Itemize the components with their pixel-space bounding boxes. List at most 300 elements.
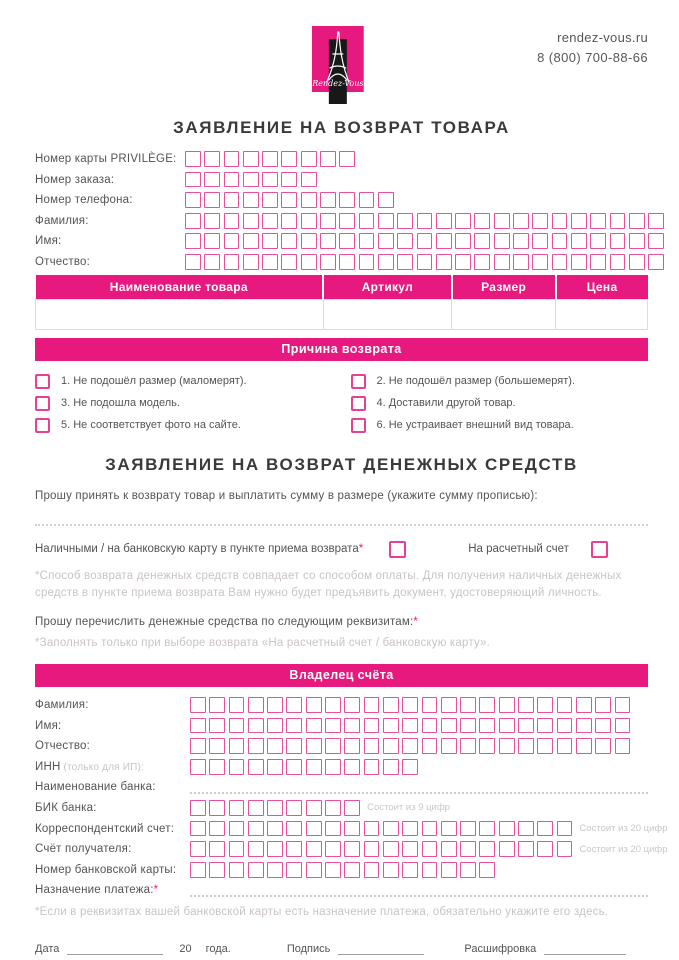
char-box[interactable] — [436, 213, 452, 229]
char-box[interactable] — [532, 233, 548, 249]
char-box[interactable] — [552, 254, 568, 270]
char-box[interactable] — [267, 800, 283, 816]
char-box[interactable] — [557, 821, 573, 837]
decrypt-label: Расшифровка — [464, 943, 537, 955]
char-box[interactable] — [402, 697, 418, 713]
char-box[interactable] — [417, 233, 433, 249]
rendez-vous-logo — [311, 26, 363, 104]
char-box[interactable] — [286, 718, 302, 734]
char-box[interactable] — [364, 718, 380, 734]
char-box[interactable] — [359, 192, 375, 208]
char-box[interactable] — [422, 841, 438, 857]
char-box[interactable] — [479, 718, 495, 734]
char-box[interactable] — [320, 254, 336, 270]
char-box[interactable] — [320, 151, 336, 167]
char-box[interactable] — [479, 821, 495, 837]
char-box[interactable] — [209, 759, 225, 775]
char-box[interactable] — [576, 718, 592, 734]
char-box[interactable] — [552, 213, 568, 229]
char-box[interactable] — [513, 233, 529, 249]
items-empty-cell[interactable] — [452, 299, 556, 329]
char-box[interactable] — [455, 254, 471, 270]
char-box[interactable] — [190, 862, 206, 878]
char-box[interactable] — [364, 759, 380, 775]
char-box[interactable] — [513, 254, 529, 270]
char-box[interactable] — [325, 697, 341, 713]
char-box[interactable] — [436, 254, 452, 270]
char-box[interactable] — [248, 697, 264, 713]
char-box[interactable] — [499, 718, 515, 734]
char-box[interactable] — [383, 759, 399, 775]
logo-black-rect — [328, 39, 346, 104]
char-box[interactable] — [518, 738, 534, 754]
char-box[interactable] — [595, 697, 611, 713]
char-box[interactable] — [286, 759, 302, 775]
char-box[interactable] — [364, 697, 380, 713]
char-box[interactable] — [209, 697, 225, 713]
char-box[interactable] — [537, 697, 553, 713]
form-field-row — [35, 718, 648, 734]
char-box[interactable] — [190, 821, 206, 837]
char-box[interactable] — [262, 213, 278, 229]
char-box[interactable] — [422, 738, 438, 754]
char-box[interactable] — [224, 172, 240, 188]
char-box[interactable] — [325, 759, 341, 775]
char-box[interactable] — [402, 821, 418, 837]
char-box[interactable] — [248, 841, 264, 857]
bank-details — [35, 664, 668, 898]
char-box[interactable] — [185, 151, 201, 167]
char-box[interactable] — [571, 254, 587, 270]
char-box[interactable] — [378, 254, 394, 270]
char-box[interactable] — [402, 738, 418, 754]
items-table — [35, 275, 648, 330]
form-field-row — [35, 172, 648, 188]
char-box[interactable] — [378, 192, 394, 208]
char-box[interactable] — [224, 233, 240, 249]
char-box[interactable] — [479, 738, 495, 754]
char-box[interactable] — [571, 233, 587, 249]
char-box[interactable] — [576, 738, 592, 754]
char-box[interactable] — [325, 718, 341, 734]
char-box[interactable] — [552, 233, 568, 249]
char-box[interactable] — [402, 841, 418, 857]
char-box[interactable] — [474, 213, 490, 229]
char-box[interactable] — [248, 759, 264, 775]
char-box[interactable] — [474, 233, 490, 249]
char-box[interactable] — [460, 862, 476, 878]
char-box[interactable] — [479, 841, 495, 857]
char-box[interactable] — [397, 254, 413, 270]
char-box[interactable] — [499, 697, 515, 713]
char-box[interactable] — [494, 213, 510, 229]
char-box[interactable] — [267, 738, 283, 754]
char-box[interactable] — [301, 213, 317, 229]
char-box[interactable] — [344, 759, 360, 775]
char-box[interactable] — [320, 213, 336, 229]
reason-checkbox[interactable] — [351, 396, 366, 411]
char-box[interactable] — [513, 213, 529, 229]
char-box[interactable] — [229, 759, 245, 775]
char-box[interactable] — [383, 862, 399, 878]
form-field-row — [35, 738, 648, 754]
char-box[interactable] — [286, 800, 302, 816]
char-boxes — [190, 862, 495, 878]
char-box[interactable] — [422, 697, 438, 713]
char-box[interactable] — [402, 862, 418, 878]
char-box[interactable] — [306, 697, 322, 713]
char-box[interactable] — [590, 233, 606, 249]
char-box[interactable] — [306, 738, 322, 754]
return-reason-item — [351, 418, 649, 433]
char-box[interactable] — [383, 697, 399, 713]
char-box[interactable] — [422, 718, 438, 734]
char-box[interactable] — [441, 862, 457, 878]
char-box[interactable] — [190, 718, 206, 734]
char-box[interactable] — [262, 192, 278, 208]
char-box[interactable] — [224, 192, 240, 208]
char-box[interactable] — [648, 213, 664, 229]
items-column-header: Размер — [452, 275, 556, 300]
char-box[interactable] — [441, 718, 457, 734]
char-box[interactable] — [229, 821, 245, 837]
char-box[interactable] — [339, 233, 355, 249]
char-box[interactable] — [537, 841, 553, 857]
char-box[interactable] — [344, 862, 360, 878]
char-box[interactable] — [397, 213, 413, 229]
char-box[interactable] — [494, 233, 510, 249]
char-box[interactable] — [378, 213, 394, 229]
char-box[interactable] — [281, 254, 297, 270]
char-box[interactable] — [243, 172, 259, 188]
char-box[interactable] — [209, 821, 225, 837]
char-box[interactable] — [576, 697, 592, 713]
char-box[interactable] — [499, 841, 515, 857]
char-box[interactable] — [615, 718, 631, 734]
char-box[interactable] — [557, 697, 573, 713]
amount-input-line[interactable] — [35, 524, 648, 526]
account-option-label: На расчетный счет — [468, 543, 569, 556]
char-box[interactable] — [537, 738, 553, 754]
char-box[interactable] — [402, 718, 418, 734]
char-box[interactable] — [190, 841, 206, 857]
char-box[interactable] — [306, 759, 322, 775]
char-box[interactable] — [455, 213, 471, 229]
char-box[interactable] — [267, 862, 283, 878]
reason-checkbox[interactable] — [35, 418, 50, 433]
contact-block — [537, 30, 648, 65]
char-box[interactable] — [325, 738, 341, 754]
char-box[interactable] — [243, 192, 259, 208]
char-box[interactable] — [190, 800, 206, 816]
char-box[interactable] — [479, 697, 495, 713]
char-box[interactable] — [325, 821, 341, 837]
char-box[interactable] — [383, 841, 399, 857]
char-box[interactable] — [224, 213, 240, 229]
char-box[interactable] — [204, 172, 220, 188]
field-label-note: (только для ИП): — [60, 761, 145, 773]
char-box[interactable] — [417, 213, 433, 229]
char-box[interactable] — [339, 213, 355, 229]
char-box[interactable] — [532, 213, 548, 229]
char-box[interactable] — [378, 233, 394, 249]
char-box[interactable] — [499, 738, 515, 754]
char-box[interactable] — [359, 213, 375, 229]
char-box[interactable] — [595, 738, 611, 754]
form-field-row — [35, 821, 668, 837]
char-box[interactable] — [325, 862, 341, 878]
char-box[interactable] — [204, 213, 220, 229]
date-input-line[interactable] — [67, 943, 163, 955]
char-box[interactable] — [518, 841, 534, 857]
char-box[interactable] — [243, 213, 259, 229]
char-box[interactable] — [185, 192, 201, 208]
field-label: Номер карты PRIVILÈGE: — [35, 153, 177, 165]
char-box[interactable] — [590, 213, 606, 229]
char-box[interactable] — [383, 718, 399, 734]
char-box[interactable] — [262, 172, 278, 188]
site-url[interactable]: rendez-vous.ru — [557, 30, 648, 45]
char-box[interactable] — [209, 862, 225, 878]
char-box[interactable] — [286, 821, 302, 837]
char-box[interactable] — [455, 233, 471, 249]
phone-number[interactable]: 8 (800) 700-88-66 — [537, 50, 648, 65]
char-box[interactable] — [229, 697, 245, 713]
char-box[interactable] — [518, 697, 534, 713]
char-box[interactable] — [383, 821, 399, 837]
char-box[interactable] — [301, 192, 317, 208]
items-empty-cell[interactable] — [556, 299, 648, 329]
char-box[interactable] — [306, 821, 322, 837]
char-box[interactable] — [325, 841, 341, 857]
char-box[interactable] — [474, 254, 490, 270]
reason-checkbox[interactable] — [351, 418, 366, 433]
owner-bar: Владелец счёта — [35, 664, 648, 687]
char-box[interactable] — [185, 233, 201, 249]
dotted-input-line[interactable] — [190, 781, 648, 794]
char-box[interactable] — [267, 759, 283, 775]
char-box[interactable] — [301, 172, 317, 188]
char-box[interactable] — [320, 192, 336, 208]
char-box[interactable] — [344, 841, 360, 857]
char-box[interactable] — [229, 718, 245, 734]
char-box[interactable] — [243, 254, 259, 270]
char-box[interactable] — [629, 213, 645, 229]
char-box[interactable] — [185, 254, 201, 270]
char-box[interactable] — [344, 821, 360, 837]
reason-checkbox[interactable] — [35, 396, 50, 411]
char-box[interactable] — [320, 233, 336, 249]
char-box[interactable] — [383, 738, 399, 754]
char-box[interactable] — [460, 738, 476, 754]
char-box[interactable] — [479, 862, 495, 878]
char-box[interactable] — [344, 800, 360, 816]
char-box[interactable] — [532, 254, 548, 270]
char-box[interactable] — [417, 254, 433, 270]
char-box[interactable] — [441, 841, 457, 857]
reason-checkbox[interactable] — [351, 374, 366, 389]
account-option-checkbox[interactable] — [591, 541, 608, 558]
char-box[interactable] — [262, 233, 278, 249]
char-box[interactable] — [306, 862, 322, 878]
char-box[interactable] — [281, 213, 297, 229]
char-box[interactable] — [190, 697, 206, 713]
form-field-row — [35, 800, 648, 816]
char-box[interactable] — [499, 821, 515, 837]
char-box[interactable] — [248, 800, 264, 816]
char-box[interactable] — [267, 841, 283, 857]
char-box[interactable] — [248, 718, 264, 734]
field-label: Фамилия: — [35, 698, 89, 711]
char-box[interactable] — [364, 862, 380, 878]
char-box[interactable] — [248, 738, 264, 754]
char-box[interactable] — [610, 233, 626, 249]
form-field-row — [35, 759, 648, 775]
char-box[interactable] — [441, 697, 457, 713]
form-field-row — [35, 841, 668, 857]
field-label: Фамилия: — [35, 214, 89, 227]
char-box[interactable] — [441, 738, 457, 754]
char-box[interactable] — [325, 800, 341, 816]
char-box[interactable] — [209, 841, 225, 857]
dotted-input-line[interactable] — [190, 884, 648, 897]
char-box[interactable] — [364, 738, 380, 754]
char-box[interactable] — [248, 821, 264, 837]
char-box[interactable] — [610, 213, 626, 229]
char-box[interactable] — [460, 697, 476, 713]
char-box[interactable] — [460, 841, 476, 857]
char-box[interactable] — [229, 800, 245, 816]
char-box[interactable] — [204, 151, 220, 167]
char-boxes — [190, 821, 572, 837]
char-box[interactable] — [397, 233, 413, 249]
char-box[interactable] — [204, 192, 220, 208]
char-box[interactable] — [610, 254, 626, 270]
char-box[interactable] — [306, 718, 322, 734]
char-box[interactable] — [229, 738, 245, 754]
signature-input-line[interactable] — [338, 943, 424, 955]
section2-title: ЗАЯВЛЕНИЕ НА ВОЗВРАТ ДЕНЕЖНЫХ СРЕДСТВ — [105, 454, 578, 474]
char-box[interactable] — [339, 192, 355, 208]
decrypt-input-line[interactable] — [544, 943, 626, 955]
char-box[interactable] — [364, 821, 380, 837]
items-empty-cell[interactable] — [323, 299, 452, 329]
char-box[interactable] — [615, 738, 631, 754]
char-box[interactable] — [281, 233, 297, 249]
char-box[interactable] — [557, 738, 573, 754]
char-box[interactable] — [518, 718, 534, 734]
char-box[interactable] — [301, 151, 317, 167]
char-box[interactable] — [422, 862, 438, 878]
char-boxes — [185, 151, 355, 167]
char-box[interactable] — [359, 233, 375, 249]
reason-bar: Причина возврата — [35, 338, 648, 361]
char-box[interactable] — [204, 233, 220, 249]
char-box[interactable] — [571, 213, 587, 229]
char-box[interactable] — [460, 718, 476, 734]
char-box[interactable] — [557, 841, 573, 857]
char-box[interactable] — [460, 821, 476, 837]
cash-option-checkbox[interactable] — [389, 541, 406, 558]
char-box[interactable] — [209, 800, 225, 816]
char-box[interactable] — [344, 697, 360, 713]
char-box[interactable] — [243, 151, 259, 167]
char-box[interactable] — [286, 697, 302, 713]
char-box[interactable] — [204, 254, 220, 270]
char-box[interactable] — [301, 233, 317, 249]
char-box[interactable] — [557, 718, 573, 734]
char-box[interactable] — [537, 718, 553, 734]
char-box[interactable] — [229, 841, 245, 857]
char-box[interactable] — [262, 254, 278, 270]
char-box[interactable] — [595, 718, 611, 734]
char-box[interactable] — [185, 172, 201, 188]
char-box[interactable] — [267, 821, 283, 837]
char-box[interactable] — [364, 841, 380, 857]
char-box[interactable] — [537, 821, 553, 837]
reason-checkbox[interactable] — [35, 374, 50, 389]
char-box[interactable] — [359, 254, 375, 270]
char-box[interactable] — [248, 862, 264, 878]
char-box[interactable] — [243, 233, 259, 249]
char-box[interactable] — [224, 151, 240, 167]
char-box[interactable] — [339, 254, 355, 270]
char-box[interactable] — [286, 738, 302, 754]
char-box[interactable] — [267, 718, 283, 734]
char-box[interactable] — [229, 862, 245, 878]
form-field-row — [35, 151, 648, 167]
char-box[interactable] — [224, 254, 240, 270]
char-box[interactable] — [281, 151, 297, 167]
char-box[interactable] — [648, 254, 664, 270]
char-box[interactable] — [306, 800, 322, 816]
char-box[interactable] — [267, 697, 283, 713]
char-box[interactable] — [185, 213, 201, 229]
char-box[interactable] — [494, 254, 510, 270]
char-box[interactable] — [344, 738, 360, 754]
char-box[interactable] — [629, 254, 645, 270]
char-box[interactable] — [281, 172, 297, 188]
char-box[interactable] — [262, 151, 278, 167]
items-empty-cell[interactable] — [36, 299, 324, 329]
form-field-row — [35, 779, 648, 795]
char-box[interactable] — [402, 759, 418, 775]
char-box[interactable] — [590, 254, 606, 270]
char-box[interactable] — [209, 718, 225, 734]
char-box[interactable] — [436, 233, 452, 249]
char-box[interactable] — [286, 862, 302, 878]
char-boxes — [190, 800, 360, 816]
char-box[interactable] — [209, 738, 225, 754]
char-box[interactable] — [518, 821, 534, 837]
char-box[interactable] — [306, 841, 322, 857]
char-box[interactable] — [344, 718, 360, 734]
char-box[interactable] — [190, 759, 206, 775]
char-box[interactable] — [190, 738, 206, 754]
char-box[interactable] — [422, 821, 438, 837]
reason-label: 3. Не подошла модель. — [61, 397, 180, 410]
char-box[interactable] — [281, 192, 297, 208]
char-box[interactable] — [615, 697, 631, 713]
char-box[interactable] — [339, 151, 355, 167]
items-column-header: Цена — [556, 275, 648, 300]
char-box[interactable] — [301, 254, 317, 270]
char-box[interactable] — [441, 821, 457, 837]
char-box[interactable] — [286, 841, 302, 857]
char-boxes — [190, 718, 630, 734]
char-box[interactable] — [648, 233, 664, 249]
char-box[interactable] — [629, 233, 645, 249]
